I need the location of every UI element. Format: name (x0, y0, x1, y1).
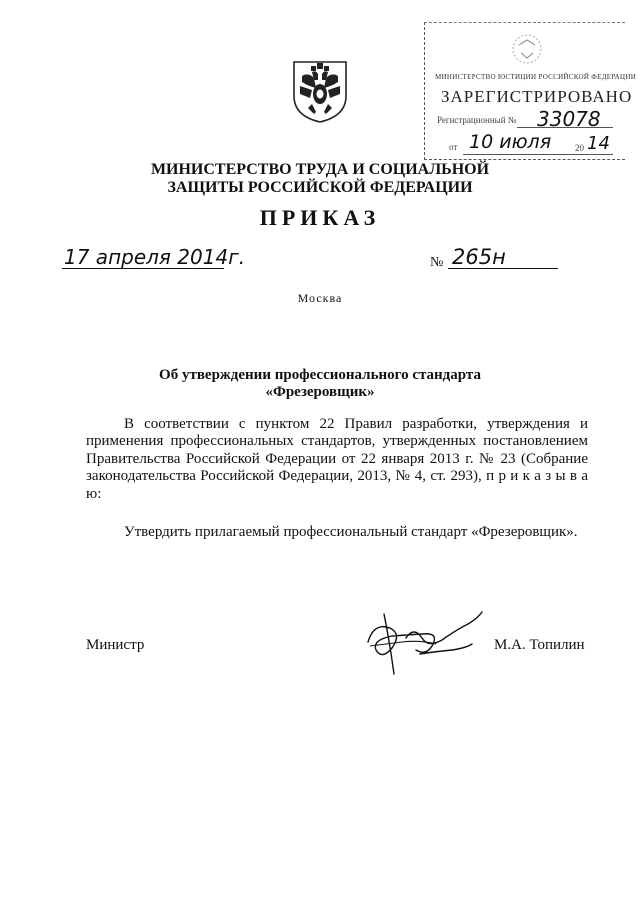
registration-stamp (424, 22, 637, 160)
stamp-year-printed: 20 (575, 143, 584, 153)
stamp-reg-label: Регистрационный № (437, 115, 517, 125)
heading-line-2: «Фрезеровщик» (265, 384, 375, 400)
stamp-date-underline (463, 154, 613, 155)
date-underline (62, 268, 224, 269)
signer-position: Министр (86, 637, 145, 653)
stamp-registered: ЗАРЕГИСТРИРОВАНО (441, 87, 633, 106)
paragraph-approve: Утвердить прилагаемый профессиональный стандарт «Фрезеровщик». (124, 524, 578, 540)
paragraph-basis (86, 416, 588, 503)
order-number-prefix: № (430, 255, 444, 270)
order-date: 17 апреля 2014г. (64, 245, 246, 269)
stamp-date-prefix: от (449, 142, 458, 152)
stamp-emblem-icon (505, 31, 549, 67)
handwritten-signature-icon (362, 604, 486, 678)
ministry-name: МИНИСТЕРСТВО ТРУДА И СОЦИАЛЬНОЙ ЗАЩИТЫ РОССИЙСКОЙ ФЕДЕРАЦИИ (150, 161, 490, 196)
stamp-year-handwritten: 14 (587, 133, 610, 154)
number-underline (448, 268, 558, 269)
document-type-title: ПРИКАЗ (259, 205, 381, 230)
decree-word: п р и к а з ы в а ю: (86, 468, 588, 502)
stamp-reg-number: 33078 (537, 107, 601, 131)
heading-line-1: Об утверждении профессионального стандарта (159, 367, 481, 383)
coat-of-arms-icon (290, 58, 350, 124)
stamp-org-line: МИНИСТЕРСТВО ЮСТИЦИИ РОССИЙСКОЙ ФЕДЕРАЦИИ (435, 73, 637, 81)
order-number: 265н (452, 245, 506, 269)
order-heading (120, 367, 520, 401)
city: Москва (297, 291, 343, 305)
paragraph-basis-text: В соответствии с пунктом 22 Правил разработки, утверждения и применения профессиональных стандартов, утвержденных постановлением Правительства Российской Федерации от 22 января 2013 г. № 23 (Собрание законодательства Российской Федерации, 2013, № 4, ст. 293), (86, 416, 588, 485)
signer-name: М.А. Топилин (494, 637, 585, 653)
stamp-date-handwritten: 10 июля (469, 131, 552, 153)
